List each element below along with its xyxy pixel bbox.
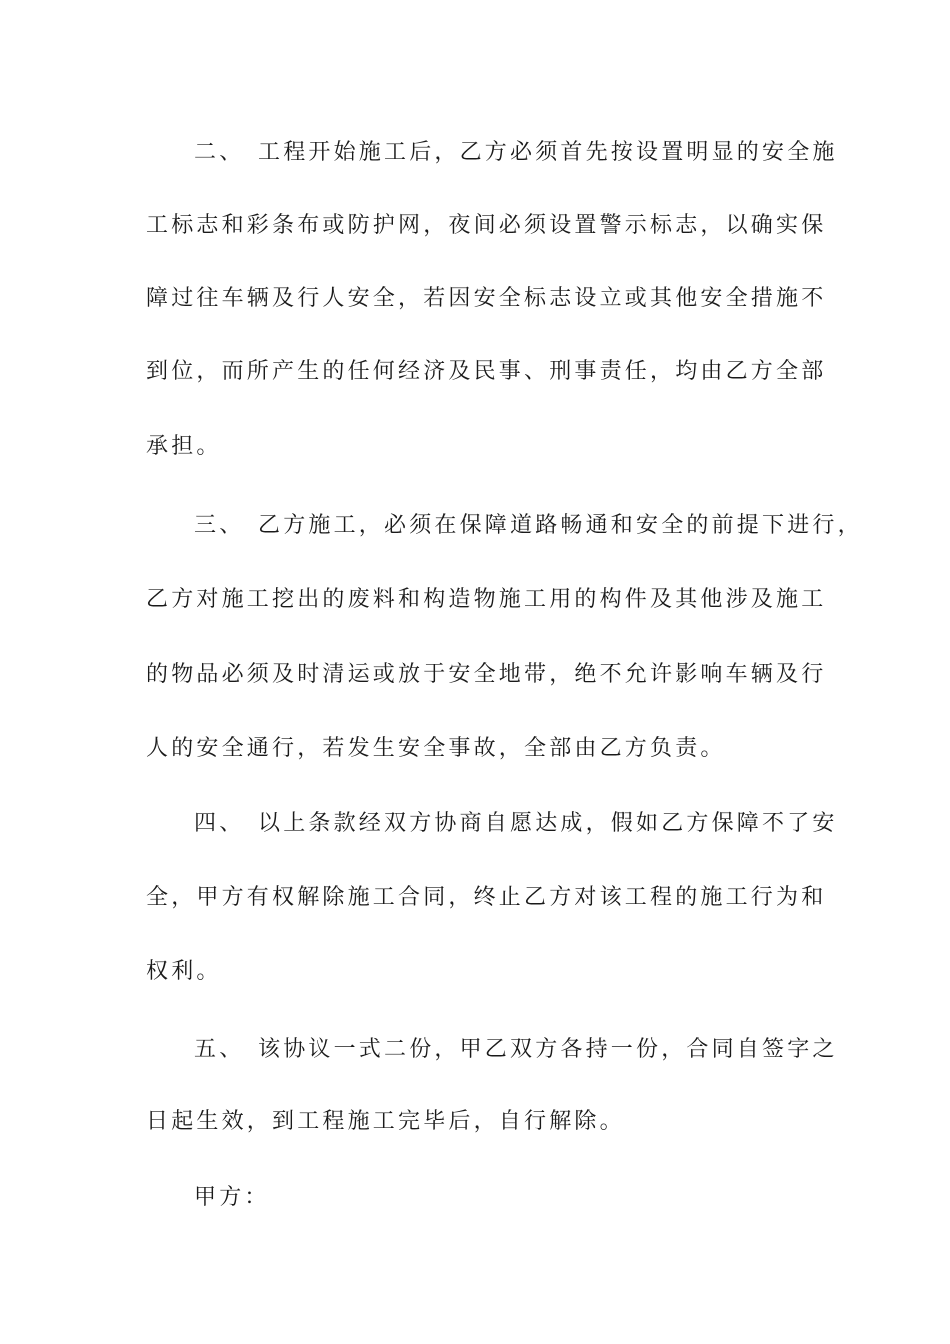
clause-4-text: 以上条款经双方协商自愿达成，假如乙方保障不了安 (258, 811, 838, 836)
clause-2-text: 工程开始施工后，乙方必须首先按设置明显的安全施 (258, 140, 838, 165)
clause-5-text: 该协议一式二份，甲乙双方各持一份，合同自签字之 (258, 1037, 838, 1062)
clause-3-line-2: 乙方对施工挖出的废料和构造物施工用的构件及其他涉及施工 (146, 587, 827, 612)
clause-2-number: 二、 (194, 140, 245, 165)
clause-5-line-2: 日起生效，到工程施工完毕后，自行解除。 (146, 1109, 625, 1134)
clause-4-line-1 (194, 809, 838, 839)
clause-2-line-3: 障过往车辆及行人安全，若因安全标志设立或其他安全措施不 (146, 286, 827, 311)
clause-3-line-4: 人的安全通行，若发生安全事故，全部由乙方负责。 (146, 736, 726, 761)
clause-3-line-3: 的物品必须及时清运或放于安全地带，绝不允许影响车辆及行 (146, 662, 827, 687)
clause-5-number: 五、 (194, 1037, 245, 1062)
clause-4-line-3: 权利。 (146, 959, 222, 984)
clause-4-number: 四、 (194, 811, 245, 836)
clause-2-line-1 (194, 138, 838, 168)
clause-2-line-5: 承担。 (146, 434, 222, 459)
clause-3-line-1 (194, 511, 863, 541)
clause-3-number: 三、 (194, 513, 245, 538)
clause-3-text: 乙方施工，必须在保障道路畅通和安全的前提下进行， (258, 513, 863, 538)
clause-2-line-2: 工标志和彩条布或防护网，夜间必须设置警示标志，以确实保 (146, 213, 827, 238)
clause-4-line-2: 全，甲方有权解除施工合同，终止乙方对该工程的施工行为和 (146, 885, 827, 910)
clause-2-line-4: 到位，而所产生的任何经济及民事、刑事责任，均由乙方全部 (146, 359, 827, 384)
clause-5-line-1 (194, 1035, 838, 1065)
party-a-label: 甲方： (194, 1185, 270, 1210)
